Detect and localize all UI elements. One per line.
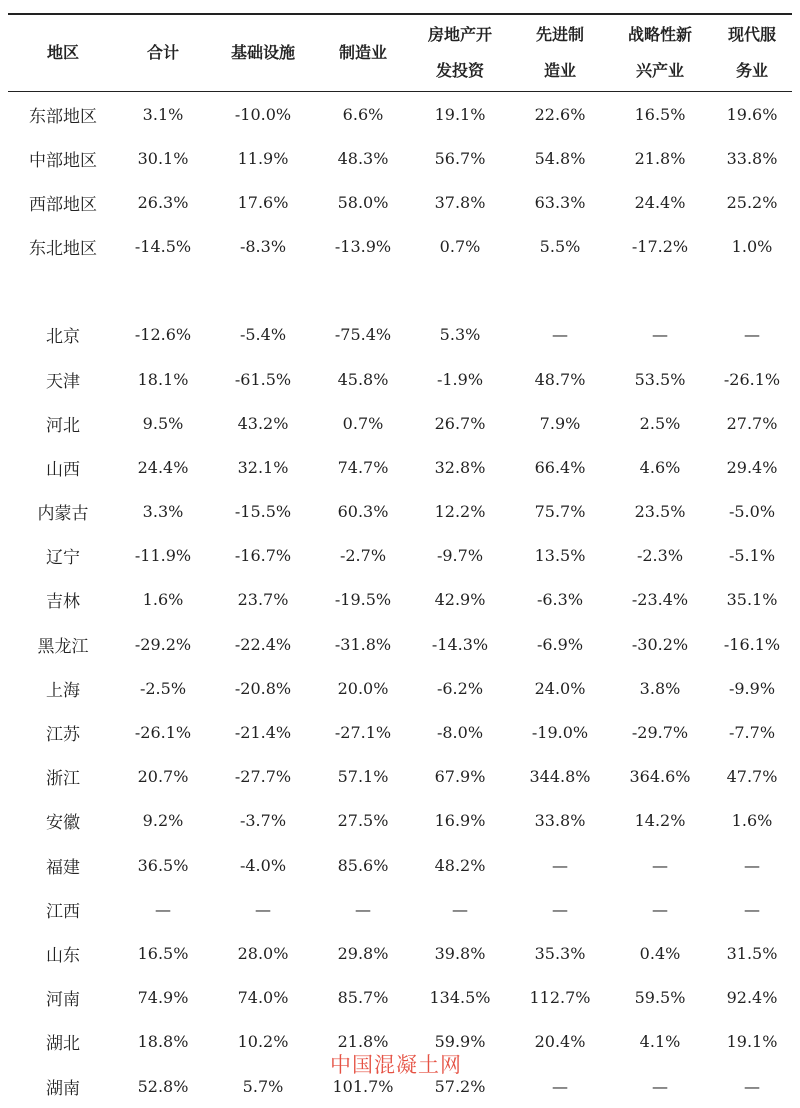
value-cell: 60.3% — [318, 490, 408, 534]
value-cell: — — [512, 313, 608, 357]
value-cell: 9.2% — [118, 799, 208, 843]
value-cell: 14.2% — [608, 799, 712, 843]
region-cell: 福建 — [8, 843, 118, 887]
region-cell: 河南 — [8, 976, 118, 1020]
region-cell: 东北地区 — [8, 225, 118, 269]
value-cell: -21.4% — [208, 710, 318, 754]
value-cell: 63.3% — [512, 180, 608, 224]
column-header-text: 先进制 — [536, 25, 584, 44]
column-header-text: 地区 — [47, 43, 79, 62]
group-spacer-cell — [8, 269, 792, 313]
value-cell: — — [208, 887, 318, 931]
region-cell: 北京 — [8, 313, 118, 357]
value-cell: 19.1% — [712, 1020, 792, 1064]
header-row — [8, 14, 792, 92]
column-header-text: 合计 — [147, 43, 179, 62]
value-cell: 36.5% — [118, 843, 208, 887]
value-cell: 16.9% — [408, 799, 512, 843]
value-cell: 4.1% — [608, 1020, 712, 1064]
value-cell: 48.2% — [408, 843, 512, 887]
value-cell: 12.2% — [408, 490, 512, 534]
value-cell: -27.7% — [208, 755, 318, 799]
value-cell: -2.5% — [118, 666, 208, 710]
table-row — [8, 710, 792, 754]
value-cell: 134.5% — [408, 976, 512, 1020]
value-cell: -20.8% — [208, 666, 318, 710]
table-row — [8, 180, 792, 224]
value-cell: -15.5% — [208, 490, 318, 534]
value-cell: 92.4% — [712, 976, 792, 1020]
value-cell: 1.6% — [118, 578, 208, 622]
value-cell: 0.7% — [318, 401, 408, 445]
value-cell: 29.8% — [318, 931, 408, 975]
value-cell: -8.3% — [208, 225, 318, 269]
column-header — [208, 14, 318, 92]
investment-growth-table — [8, 13, 792, 1108]
table-row — [8, 1020, 792, 1064]
value-cell: -14.3% — [408, 622, 512, 666]
column-header — [712, 14, 792, 92]
value-cell: -29.2% — [118, 622, 208, 666]
value-cell: 59.5% — [608, 976, 712, 1020]
column-header-text: 基础设施 — [231, 43, 295, 62]
column-header-text: 发投资 — [436, 61, 484, 80]
region-cell: 辽宁 — [8, 534, 118, 578]
value-cell: -9.7% — [408, 534, 512, 578]
value-cell: 2.5% — [608, 401, 712, 445]
value-cell: -6.3% — [512, 578, 608, 622]
column-header-text: 制造业 — [339, 43, 387, 62]
value-cell: — — [608, 313, 712, 357]
value-cell: -11.9% — [118, 534, 208, 578]
column-header — [118, 14, 208, 92]
value-cell: -13.9% — [318, 225, 408, 269]
value-cell: -75.4% — [318, 313, 408, 357]
value-cell: -16.1% — [712, 622, 792, 666]
value-cell: 45.8% — [318, 357, 408, 401]
value-cell: 33.8% — [512, 799, 608, 843]
value-cell: 18.8% — [118, 1020, 208, 1064]
region-cell: 山西 — [8, 445, 118, 489]
value-cell: — — [712, 313, 792, 357]
value-cell: -22.4% — [208, 622, 318, 666]
value-cell: -23.4% — [608, 578, 712, 622]
value-cell: 20.0% — [318, 666, 408, 710]
value-cell: 54.8% — [512, 136, 608, 180]
value-cell: 20.4% — [512, 1020, 608, 1064]
value-cell: 16.5% — [118, 931, 208, 975]
region-cell: 黑龙江 — [8, 622, 118, 666]
value-cell: 48.3% — [318, 136, 408, 180]
value-cell: -61.5% — [208, 357, 318, 401]
value-cell: 18.1% — [118, 357, 208, 401]
value-cell: -26.1% — [712, 357, 792, 401]
region-cell: 安徽 — [8, 799, 118, 843]
value-cell: 75.7% — [512, 490, 608, 534]
value-cell: 30.1% — [118, 136, 208, 180]
region-cell: 西部地区 — [8, 180, 118, 224]
value-cell: 67.9% — [408, 755, 512, 799]
value-cell: 7.9% — [512, 401, 608, 445]
value-cell: -27.1% — [318, 710, 408, 754]
table-row — [8, 887, 792, 931]
region-cell: 天津 — [8, 357, 118, 401]
value-cell: -2.3% — [608, 534, 712, 578]
value-cell: 17.6% — [208, 180, 318, 224]
table-row — [8, 401, 792, 445]
region-cell: 湖北 — [8, 1020, 118, 1064]
value-cell: 27.5% — [318, 799, 408, 843]
value-cell: 9.5% — [118, 401, 208, 445]
value-cell: -6.2% — [408, 666, 512, 710]
value-cell: 23.7% — [208, 578, 318, 622]
value-cell: 1.6% — [712, 799, 792, 843]
value-cell: — — [408, 887, 512, 931]
column-header — [408, 14, 512, 92]
value-cell: -26.1% — [118, 710, 208, 754]
value-cell: 74.7% — [318, 445, 408, 489]
value-cell: -14.5% — [118, 225, 208, 269]
value-cell: -17.2% — [608, 225, 712, 269]
value-cell: -29.7% — [608, 710, 712, 754]
table-header — [8, 14, 792, 92]
value-cell: 23.5% — [608, 490, 712, 534]
value-cell: — — [712, 887, 792, 931]
value-cell: -19.5% — [318, 578, 408, 622]
value-cell: 24.4% — [118, 445, 208, 489]
value-cell: 16.5% — [608, 92, 712, 137]
value-cell: 0.7% — [408, 225, 512, 269]
value-cell: 57.2% — [408, 1064, 512, 1108]
value-cell: 5.3% — [408, 313, 512, 357]
value-cell: -16.7% — [208, 534, 318, 578]
value-cell: 19.6% — [712, 92, 792, 137]
table-row — [8, 357, 792, 401]
value-cell: 1.0% — [712, 225, 792, 269]
value-cell: 3.1% — [118, 92, 208, 137]
region-cell: 中部地区 — [8, 136, 118, 180]
value-cell: 24.4% — [608, 180, 712, 224]
region-cell: 山东 — [8, 931, 118, 975]
value-cell: 56.7% — [408, 136, 512, 180]
value-cell: -3.7% — [208, 799, 318, 843]
value-cell: -31.8% — [318, 622, 408, 666]
value-cell: 101.7% — [318, 1064, 408, 1108]
table-row — [8, 666, 792, 710]
value-cell: 66.4% — [512, 445, 608, 489]
value-cell: 19.1% — [408, 92, 512, 137]
region-cell: 江西 — [8, 887, 118, 931]
value-cell: 5.7% — [208, 1064, 318, 1108]
region-cell: 上海 — [8, 666, 118, 710]
value-cell: -4.0% — [208, 843, 318, 887]
value-cell: — — [608, 887, 712, 931]
value-cell: 0.4% — [608, 931, 712, 975]
value-cell: 344.8% — [512, 755, 608, 799]
column-header — [512, 14, 608, 92]
group-spacer-row — [8, 269, 792, 313]
value-cell: 48.7% — [512, 357, 608, 401]
table-row — [8, 225, 792, 269]
value-cell: 26.7% — [408, 401, 512, 445]
value-cell: 37.8% — [408, 180, 512, 224]
value-cell: -1.9% — [408, 357, 512, 401]
column-header-text: 战略性新 — [628, 25, 692, 44]
column-header — [318, 14, 408, 92]
value-cell: 39.8% — [408, 931, 512, 975]
table-row — [8, 622, 792, 666]
column-header-text: 房地产开 — [428, 25, 492, 44]
value-cell: 6.6% — [318, 92, 408, 137]
value-cell: -8.0% — [408, 710, 512, 754]
value-cell: -2.7% — [318, 534, 408, 578]
value-cell: -5.0% — [712, 490, 792, 534]
value-cell: 5.5% — [512, 225, 608, 269]
value-cell: 27.7% — [712, 401, 792, 445]
value-cell: 11.9% — [208, 136, 318, 180]
region-cell: 浙江 — [8, 755, 118, 799]
region-cell: 河北 — [8, 401, 118, 445]
value-cell: 21.8% — [318, 1020, 408, 1064]
region-cell: 江苏 — [8, 710, 118, 754]
value-cell: 28.0% — [208, 931, 318, 975]
value-cell: — — [118, 887, 208, 931]
value-cell: 47.7% — [712, 755, 792, 799]
value-cell: -5.1% — [712, 534, 792, 578]
region-cell: 东部地区 — [8, 92, 118, 137]
value-cell: — — [712, 843, 792, 887]
value-cell: 22.6% — [512, 92, 608, 137]
value-cell: 53.5% — [608, 357, 712, 401]
table-row — [8, 755, 792, 799]
value-cell: 29.4% — [712, 445, 792, 489]
value-cell: 32.8% — [408, 445, 512, 489]
value-cell: 31.5% — [712, 931, 792, 975]
value-cell: 3.3% — [118, 490, 208, 534]
region-cell: 吉林 — [8, 578, 118, 622]
table-row — [8, 92, 792, 137]
table-row — [8, 490, 792, 534]
site-watermark: 中国混凝土网 — [330, 1049, 462, 1079]
column-header-text: 务业 — [736, 61, 768, 80]
column-header — [8, 14, 118, 92]
value-cell: 74.0% — [208, 976, 318, 1020]
column-header-text: 现代服 — [728, 25, 776, 44]
value-cell: 112.7% — [512, 976, 608, 1020]
value-cell: — — [512, 887, 608, 931]
value-cell: 85.6% — [318, 843, 408, 887]
value-cell: — — [608, 843, 712, 887]
value-cell: -10.0% — [208, 92, 318, 137]
table-row — [8, 534, 792, 578]
value-cell: 35.1% — [712, 578, 792, 622]
value-cell: — — [512, 843, 608, 887]
table-row — [8, 843, 792, 887]
value-cell: 52.8% — [118, 1064, 208, 1108]
value-cell: -5.4% — [208, 313, 318, 357]
value-cell: -9.9% — [712, 666, 792, 710]
table-row — [8, 445, 792, 489]
value-cell: — — [608, 1064, 712, 1108]
table-body — [8, 92, 792, 1108]
value-cell: 32.1% — [208, 445, 318, 489]
region-cell: 内蒙古 — [8, 490, 118, 534]
value-cell: 25.2% — [712, 180, 792, 224]
value-cell: -12.6% — [118, 313, 208, 357]
value-cell: 4.6% — [608, 445, 712, 489]
table-row — [8, 578, 792, 622]
value-cell: 74.9% — [118, 976, 208, 1020]
table-row — [8, 1064, 792, 1108]
value-cell: 33.8% — [712, 136, 792, 180]
table-row — [8, 976, 792, 1020]
value-cell: 57.1% — [318, 755, 408, 799]
value-cell: 20.7% — [118, 755, 208, 799]
region-cell: 湖南 — [8, 1064, 118, 1108]
value-cell: 24.0% — [512, 666, 608, 710]
value-cell: 21.8% — [608, 136, 712, 180]
value-cell: -7.7% — [712, 710, 792, 754]
value-cell: 85.7% — [318, 976, 408, 1020]
value-cell: -6.9% — [512, 622, 608, 666]
value-cell: 43.2% — [208, 401, 318, 445]
column-header-text: 造业 — [544, 61, 576, 80]
value-cell: — — [512, 1064, 608, 1108]
value-cell: 3.8% — [608, 666, 712, 710]
column-header — [608, 14, 712, 92]
table-row — [8, 313, 792, 357]
value-cell: -19.0% — [512, 710, 608, 754]
value-cell: 364.6% — [608, 755, 712, 799]
table-row — [8, 931, 792, 975]
value-cell: — — [318, 887, 408, 931]
value-cell: 42.9% — [408, 578, 512, 622]
value-cell: 13.5% — [512, 534, 608, 578]
value-cell: 58.0% — [318, 180, 408, 224]
value-cell: -30.2% — [608, 622, 712, 666]
value-cell: — — [712, 1064, 792, 1108]
investment-growth-table-container — [8, 13, 792, 1108]
value-cell: 35.3% — [512, 931, 608, 975]
table-row — [8, 799, 792, 843]
table-row — [8, 136, 792, 180]
column-header-text: 兴产业 — [636, 61, 684, 80]
value-cell: 10.2% — [208, 1020, 318, 1064]
value-cell: 59.9% — [408, 1020, 512, 1064]
value-cell: 26.3% — [118, 180, 208, 224]
